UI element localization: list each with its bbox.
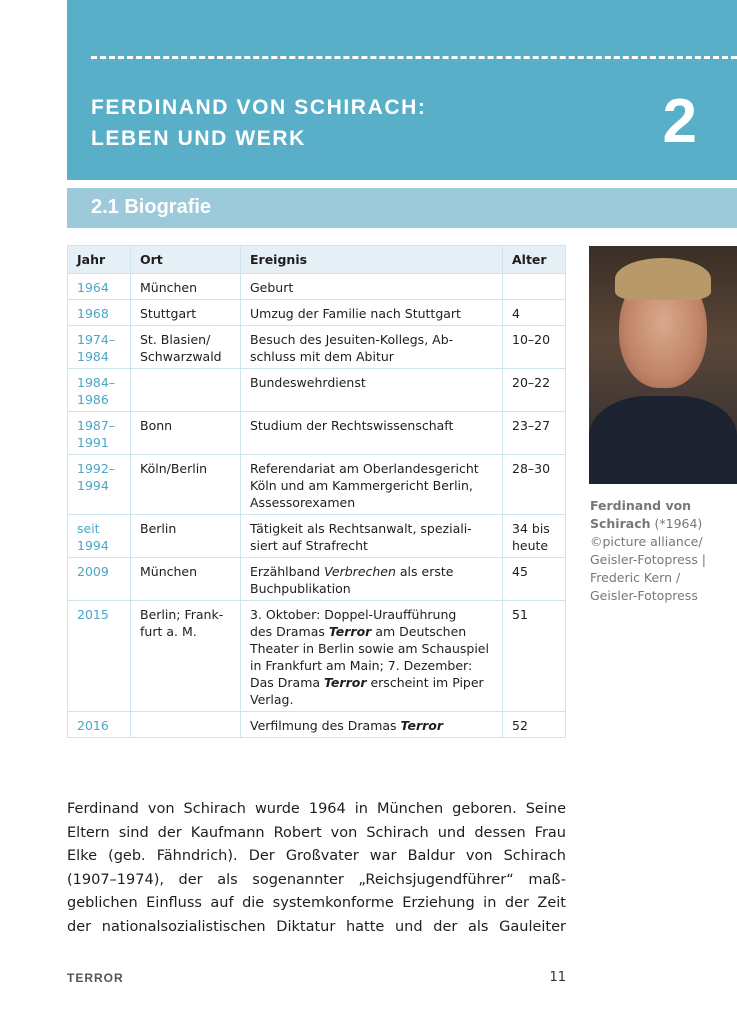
cell-line: 1986: [77, 392, 109, 407]
body-line: geblichen Einfluss auf die systemkonforme Erziehung in der Zeit: [67, 895, 566, 912]
work-title: Terror: [324, 675, 367, 690]
caption-title: [590, 497, 737, 533]
cell-age: [503, 369, 566, 412]
cell-line: Stuttgart: [140, 306, 197, 321]
cell-event: [241, 274, 503, 300]
cell-line: Köln und am Kammergericht Berlin,: [250, 478, 473, 493]
cell-place: [131, 455, 241, 515]
cell-place: [131, 300, 241, 326]
cell-age: [503, 515, 566, 558]
header-event: Ereignis: [241, 246, 503, 274]
cell-line: 34 bis: [512, 521, 550, 536]
body-paragraph: [67, 798, 566, 940]
cell-age: [503, 412, 566, 455]
chapter-number: 2: [662, 87, 697, 156]
caption-name: Ferdinand von Schirach: [590, 498, 692, 531]
body-line: der nationalsozialistischen Diktatur hatte und der als Gauleiter: [67, 918, 566, 935]
cell-year: [68, 601, 131, 712]
cell-line: 28–30: [512, 461, 551, 476]
chapter-title: [91, 92, 426, 154]
cell-age: [503, 274, 566, 300]
cell-place: [131, 412, 241, 455]
body-line: (1907–1974), der als sogenannter „Reichsjugendführer“ maß-: [67, 871, 566, 888]
cell-line: 2015: [77, 607, 109, 622]
cell-line: 3. Oktober: Doppel-Uraufführung: [250, 607, 457, 622]
cell-event: [241, 369, 503, 412]
cell-line: 1994: [77, 538, 109, 553]
cell-event: [241, 455, 503, 515]
cell-line: Berlin: [140, 521, 177, 536]
cell-line: seit: [77, 521, 100, 536]
table-row: [68, 369, 566, 412]
cell-line: Schwarzwald: [140, 349, 222, 364]
cell-event: [241, 300, 503, 326]
cell-year: [68, 300, 131, 326]
cell-event: [241, 712, 503, 738]
caption-credit-line: Geisler-Fotopress |: [590, 552, 707, 567]
table-row: [68, 412, 566, 455]
cell-year: [68, 558, 131, 601]
cell-line: Umzug der Familie nach Stuttgart: [250, 306, 461, 321]
caption-credit-line: ©picture alliance/: [590, 534, 703, 549]
cell-line: 1992–: [77, 461, 116, 476]
cell-event: [241, 412, 503, 455]
cell-line: 2016: [77, 718, 109, 733]
cell-line: 1991: [77, 435, 109, 450]
table-row: [68, 558, 566, 601]
cell-line: 2009: [77, 564, 109, 579]
cell-line: 20–22: [512, 375, 551, 390]
cell-age: [503, 455, 566, 515]
body-line: Elke (geb. Fähndrich). Der Großvater war Baldur von Schirach: [67, 848, 566, 865]
caption-credit-line: Geisler-Fotopress: [590, 588, 698, 603]
work-title: Terror: [328, 624, 372, 639]
biography-table: [67, 245, 566, 738]
cell-line: 1974–: [77, 332, 116, 347]
cell-line: München: [140, 564, 198, 579]
cell-line: Bonn: [140, 418, 173, 433]
table-body: [68, 274, 566, 738]
cell-line: 1987–: [77, 418, 116, 433]
cell-line: schluss mit dem Abitur: [250, 349, 394, 364]
cell-line: Geburt: [250, 280, 294, 295]
cell-line: des Dramas Terror am Deutschen: [250, 624, 467, 639]
cell-place: [131, 369, 241, 412]
cell-place: [131, 274, 241, 300]
cell-line: Köln/Berlin: [140, 461, 208, 476]
body-line: Eltern sind der Kaufmann Robert von Schirach und dessen Frau: [67, 824, 566, 841]
cell-line: Bundeswehrdienst: [250, 375, 366, 390]
cell-line: Studium der Rechtswissenschaft: [250, 418, 454, 433]
cell-event: [241, 558, 503, 601]
table-row: [68, 274, 566, 300]
chapter-banner: [67, 0, 737, 180]
header-place: Ort: [131, 246, 241, 274]
table-row: [68, 455, 566, 515]
caption-credit-line: Frederic Kern /: [590, 570, 681, 585]
cell-line: Das Drama Terror erscheint im Piper: [250, 675, 484, 690]
cell-line: 51: [512, 607, 528, 622]
cell-line: München: [140, 280, 198, 295]
cell-line: 10–20: [512, 332, 551, 347]
cell-year: [68, 274, 131, 300]
table-header-row: [68, 246, 566, 274]
table-row: [68, 326, 566, 369]
cell-event: [241, 326, 503, 369]
cell-line: 1994: [77, 478, 109, 493]
cell-line: Tätigkeit als Rechtsanwalt, speziali-: [250, 521, 472, 536]
cell-line: Theater in Berlin sowie am Schauspiel: [250, 641, 489, 656]
cell-line: in Frankfurt am Main; 7. Dezember:: [250, 658, 473, 673]
table-row: [68, 515, 566, 558]
cell-year: [68, 455, 131, 515]
cell-line: Besuch des Jesuiten-Kollegs, Ab-: [250, 332, 454, 347]
cell-place: [131, 558, 241, 601]
cell-place: [131, 712, 241, 738]
cell-line: 1964: [77, 280, 109, 295]
table-row: [68, 300, 566, 326]
cell-line: St. Blasien/: [140, 332, 211, 347]
photo-shirt: [589, 396, 737, 484]
cell-year: [68, 412, 131, 455]
cell-year: [68, 712, 131, 738]
cell-line: 52: [512, 718, 528, 733]
cell-year: [68, 326, 131, 369]
header-age: Alter: [503, 246, 566, 274]
cell-line: 4: [512, 306, 520, 321]
cell-line: 23–27: [512, 418, 551, 433]
cell-year: [68, 369, 131, 412]
cell-year: [68, 515, 131, 558]
cell-event: [241, 515, 503, 558]
chapter-title-line-1: FERDINAND VON SCHIRACH:: [91, 96, 427, 119]
cell-line: Berlin; Frank-: [140, 607, 224, 622]
cell-age: [503, 712, 566, 738]
cell-age: [503, 300, 566, 326]
cell-age: [503, 326, 566, 369]
running-footer-title: TERROR: [67, 971, 124, 985]
dashed-rule: [91, 56, 737, 59]
chapter-title-line-2: LEBEN UND WERK: [91, 127, 306, 150]
section-bar: [67, 188, 737, 228]
cell-line: 1984–: [77, 375, 116, 390]
cell-line: 1984: [77, 349, 109, 364]
photo-hair: [615, 258, 711, 300]
cell-line: 45: [512, 564, 528, 579]
cell-event: [241, 601, 503, 712]
cell-line: Assessorexamen: [250, 495, 356, 510]
cell-line: Referendariat am Oberlandesgericht: [250, 461, 479, 476]
cell-line: furt a. M.: [140, 624, 197, 639]
caption-date: (*1964): [650, 516, 703, 531]
header-year: Jahr: [68, 246, 131, 274]
cell-place: [131, 601, 241, 712]
cell-line: Buchpublikation: [250, 581, 351, 596]
cell-place: [131, 326, 241, 369]
cell-line: Verfilmung des Dramas Terror: [250, 718, 444, 733]
portrait-photo: [589, 246, 737, 484]
body-line: Ferdinand von Schirach wurde 1964 in München geboren. Seine: [67, 801, 566, 817]
section-title: 2.1 Biografie: [91, 196, 212, 218]
cell-line: Verlag.: [250, 692, 294, 707]
cell-line: heute: [512, 538, 549, 553]
table-row: [68, 601, 566, 712]
work-title: Verbrechen: [324, 564, 396, 579]
cell-line: 1968: [77, 306, 109, 321]
cell-line: siert auf Strafrecht: [250, 538, 368, 553]
cell-age: [503, 601, 566, 712]
cell-age: [503, 558, 566, 601]
cell-line: Erzählband Verbrechen als erste: [250, 564, 454, 579]
work-title: Terror: [400, 718, 444, 733]
page-number: 11: [549, 970, 566, 985]
cell-place: [131, 515, 241, 558]
photo-caption: [590, 497, 737, 605]
table-row: [68, 712, 566, 738]
